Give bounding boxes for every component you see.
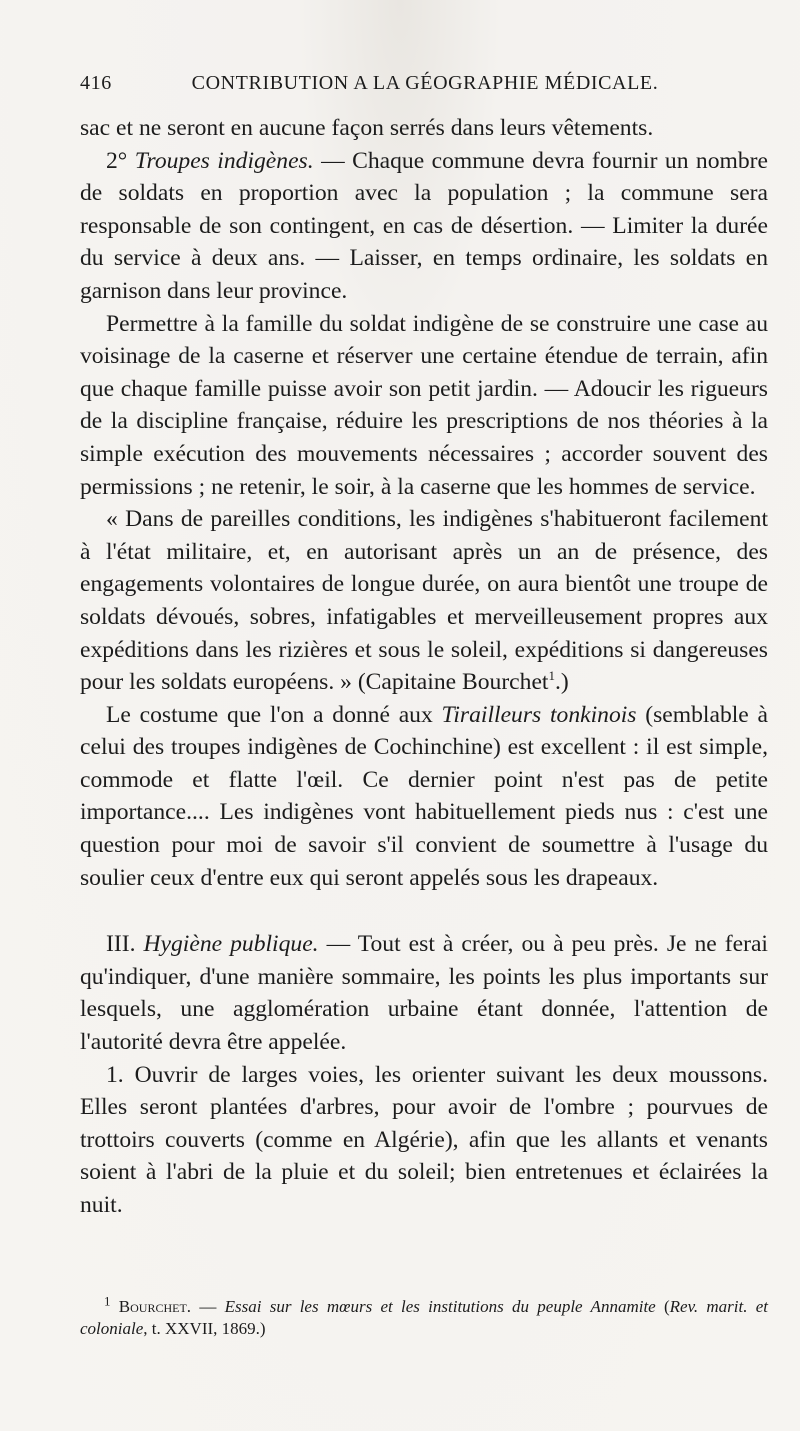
- paragraph: [80, 145, 768, 308]
- quotation-text: « Dans de pareilles conditions, les indigènes s'habitueront facilement à l'état militaire, et, en autorisant après un an de présence, des engagements volontaires de longue durée, on aura bientôt une troupe de soldats dévoués, sobres, infatigables et merveilleusement propres aux expéditions dans les rizières et sous le soleil, expéditions si dangereuses pour les soldats européens. » (Capitaine Bourchet: [80, 506, 768, 696]
- footnote-source-open: (: [655, 1297, 670, 1316]
- paragraph: [80, 503, 768, 699]
- footnote-title: Essai sur les mœurs et les institutions du peuple Annamite: [224, 1297, 656, 1316]
- paragraph: [80, 308, 768, 504]
- section-number: III.: [106, 931, 144, 958]
- paragraph: [80, 112, 768, 145]
- italic-term: Tirailleurs tonkinois: [441, 701, 637, 728]
- footnotes: [80, 1293, 769, 1340]
- footnote-mark: 1: [104, 1293, 111, 1309]
- paragraph: [80, 1059, 768, 1222]
- footnote-source-rest: , t. XXVII, 1869.): [143, 1319, 266, 1338]
- footnote-author: Bourchet.: [118, 1297, 192, 1316]
- paragraph-text: — Chaque commune devra fournir un nombre de soldats en proportion avec la population ; la commune sera responsable de son contingent, en cas de désertion. — Limiter la durée du service à deux ans. — Laisser, en temps ordinaire, les soldats en garnison dans leur province.: [80, 147, 768, 304]
- section-heading: Troupes indigènes.: [134, 147, 314, 174]
- quotation-end: .): [554, 669, 569, 696]
- paragraph: [80, 928, 768, 1058]
- paragraph-text: (semblable à celui des troupes indigènes de Cochinchine) est excellent : il est simple, commode et flatte l'œil. Ce dernier point n'est pas de petite importance.... Les indigènes vont habituellement pieds nus : c'est une question pour moi de savoir s'il convient de soumettre à l'usage du soulier ceux d'entre eux qui seront appelés sous les drapeaux.: [80, 701, 769, 891]
- paragraph-text: 1. Ouvrir de larges voies, les orienter suivant les deux moussons. Elles seront plantées d'arbres, pour avoir de l'ombre ; pourvues de trottoirs couverts (comme en Algérie), afin que les allants et venants soient à l'abri de la pluie et du soleil; bien entretenues et éclairées la nuit.: [80, 1061, 768, 1218]
- footnote-reference: 1: [548, 668, 555, 684]
- footnote: [80, 1293, 769, 1340]
- body-text: [80, 112, 768, 1222]
- paragraph: [80, 699, 768, 895]
- section-number: 2°: [106, 147, 128, 174]
- footnote-dash: —: [191, 1297, 225, 1316]
- page-number: 416: [80, 72, 112, 94]
- paragraph-text: Permettre à la famille du soldat indigène de se construire une case au voisinage de la caserne et réserver une certaine étendue de terrain, afin que chaque famille puisse avoir son petit jardin. — Adoucir les rigueurs de la discipline française, réduire les prescriptions de nos théories à la simple exécution des mouvements nécessaires ; accorder souvent des permissions ; ne retenir, le soir, à la caserne que les hommes de service.: [80, 310, 768, 500]
- paragraph-text: Le costume que l'on a donné aux: [106, 701, 442, 728]
- running-title: CONTRIBUTION A LA GÉOGRAPHIE MÉDICALE.: [191, 72, 659, 94]
- paragraph-text: — Tout est à créer, ou à peu près. Je ne ferai qu'indiquer, d'une manière sommaire, les points les plus importants sur lesquels, une agglomération urbaine étant donnée, l'attention de l'autorité devra être appelée.: [80, 931, 768, 1056]
- paragraph-text: sac et ne seront en aucune façon serrés dans leurs vêtements.: [80, 115, 654, 141]
- section-heading: Hygiène publique.: [143, 931, 319, 958]
- footnote-source: Rev. marit. et coloniale: [80, 1297, 769, 1338]
